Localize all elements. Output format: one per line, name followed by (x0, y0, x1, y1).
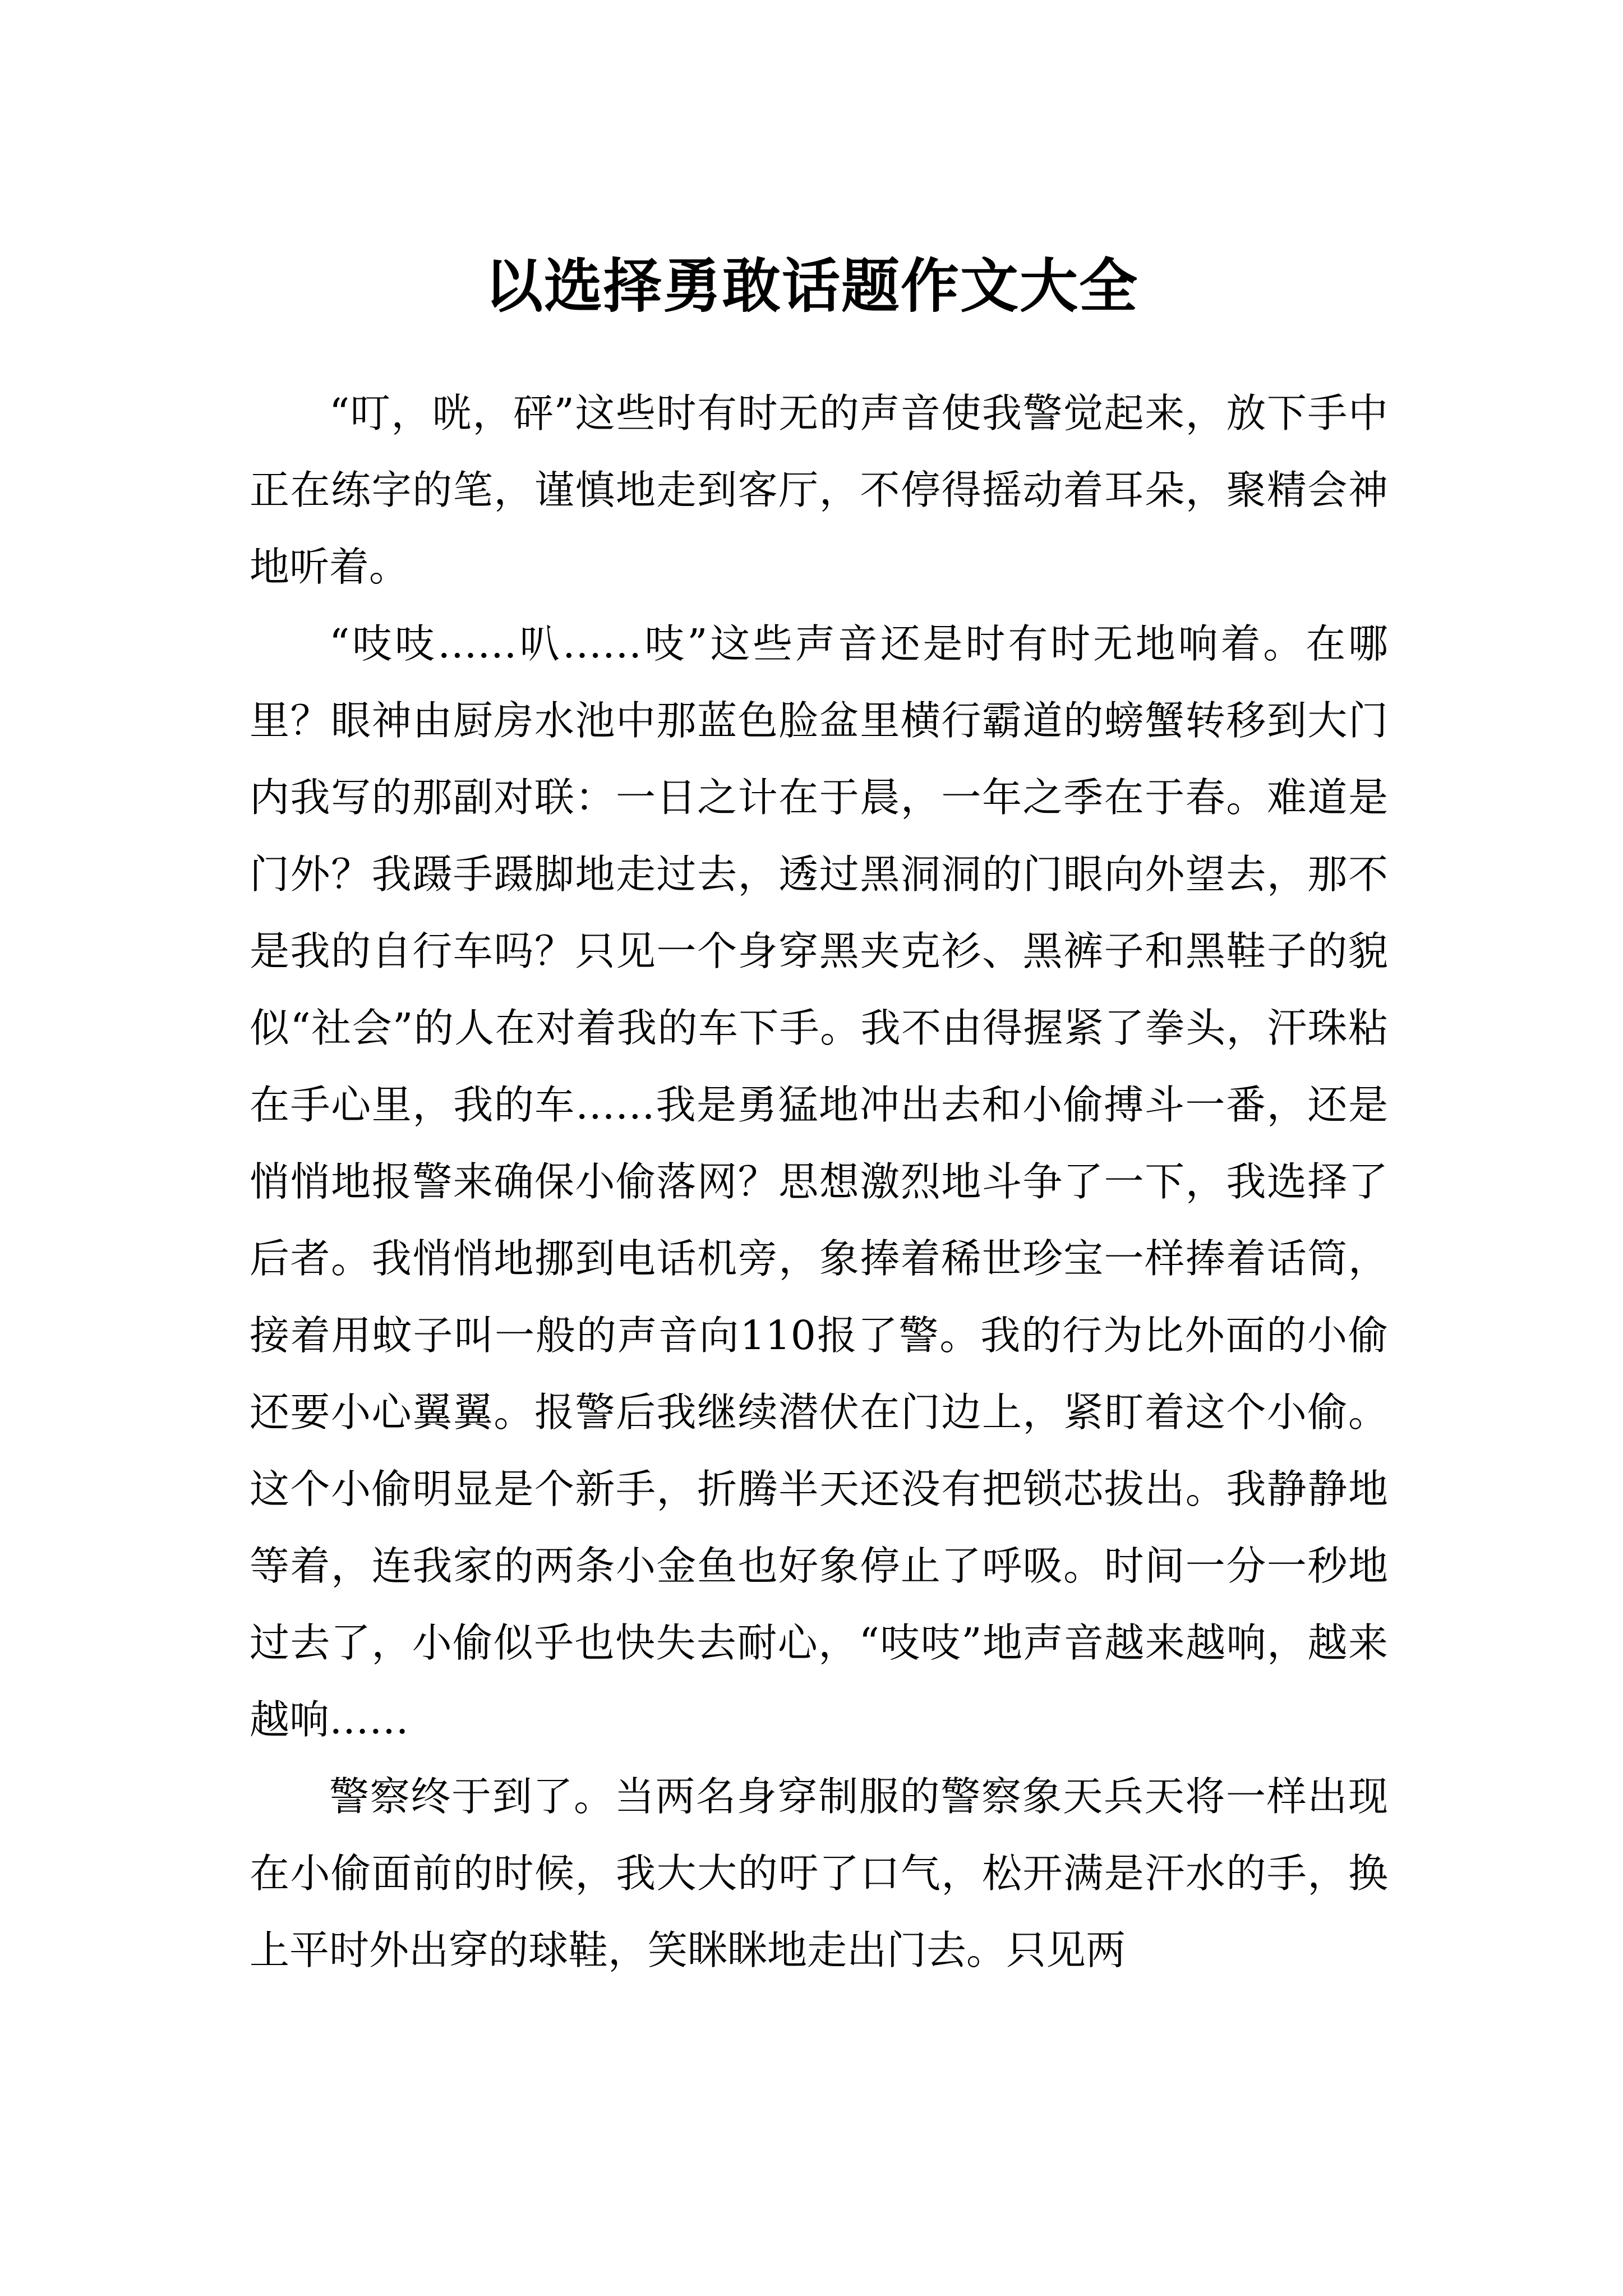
paragraph-3: 警察终于到了。当两名身穿制服的警察象天兵天将一样出现在小偷面前的时候，我大大的吁了口气，松开满是汗水的手，换上平时外出穿的球鞋，笑眯眯地走出门去。只见两 (250, 1773, 1388, 1973)
document-title: 以选择勇敢话题作文大全 (484, 251, 1138, 320)
paragraph-1: “叮，咣，砰”这些时有时无的声音使我警觉起来，放下手中正在练字的笔，谨慎地走到客厅，不停得摇动着耳朵，聚精会神地听着。 (250, 390, 1388, 590)
paragraph-2: “吱吱……叭……吱”这些声音还是时有时无地响着。在哪里？眼神由厨房水池中那蓝色脸盆里横行霸道的螃蟹转移到大门内我写的那副对联：一日之计在于晨，一年之季在于春。难道是门外？我蹑手蹑脚地走过去，透过黑洞洞的门眼向外望去，那不是我的自行车吗？只见一个身穿黑夹克衫、黑裤子和黑鞋子的貌似“社会”的人在对着我的车下手。我不由得握紧了拳头，汗珠粘在手心里，我的车……我是勇猛地冲出去和小偷搏斗一番，还是悄悄地报警来确保小偷落网？思想激烈地斗争了一下，我选择了后者。我悄悄地挪到电话机旁，象捧着稀世珍宝一样捧着话筒，接着用蚊子叫一般的声音向110报了警。我的行为比外面的小偷还要小心翼翼。报警后我继续潜伏在门边上，紧盯着这个小偷。这个小偷明显是个新手，折腾半天还没有把锁芯拔出。我静静地等着，连我家的两条小金鱼也好象停止了呼吸。时间一分一秒地过去了，小偷似乎也快失去耐心，“吱吱”地声音越来越响，越来越响…… (250, 620, 1388, 1743)
document-body (250, 375, 1388, 1989)
